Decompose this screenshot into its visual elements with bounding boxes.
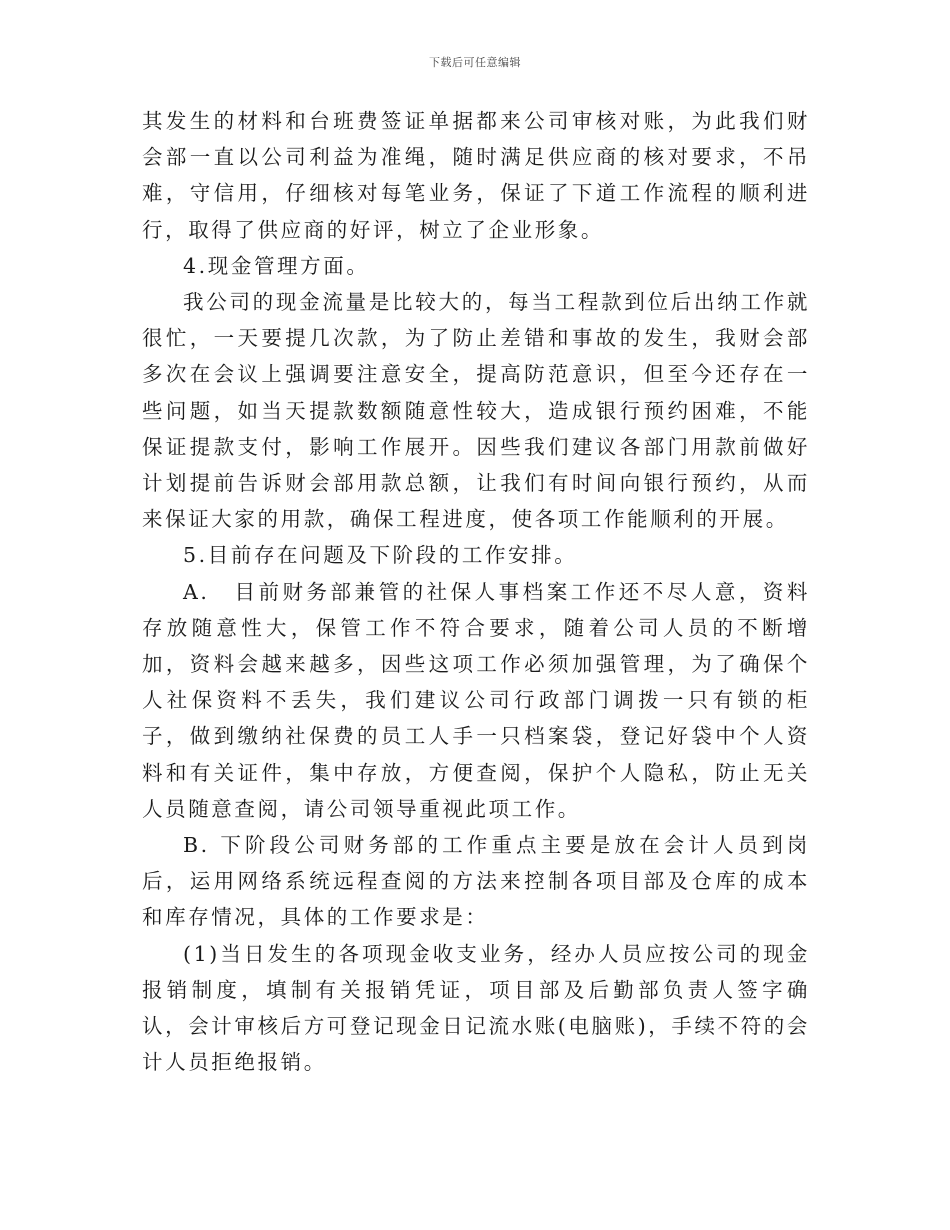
paragraph-cash-flow: 我公司的现金流量是比较大的，每当工程款到位后出纳工作就很忙，一天要提几次款，为了防止差错和事故的发生，我财会部多次在会议上强调要注意安全，提高防范意识，但至今还存在一些问题，如当天提款数额随意性较大，造成银行预约困难，不能保证提款支付，影响工作展开。因些我们建议各部门用款前做好计划提前告诉财会部用款总额，让我们有时间向银行预约，从而来保证大家的用款，确保工程进度，使各项工作能顺利的开展。 xyxy=(142,290,810,532)
heading-current-issues: 5.目前存在问题及下阶段的工作安排。 xyxy=(183,543,578,568)
paragraph-item-a: A. 目前财务部兼管的社保人事档案工作还不尽人意，资料存放随意性大，保管工作不符合要求，随着公司人员的不断增加，资料会越来越多，因些这项工作必须加强管理，为了确保个人社保资料不丢失，我们建议公司行政部门调拨一只有锁的柜子，做到缴纳社保费的员工人手一只档案袋，登记好袋中个人资料和有关证件，集中存放，方便查阅，保护个人隐私，防止无关人员随意查阅，请公司领导重视此项工作。 xyxy=(142,579,810,821)
paragraph-item-b: B. 下阶段公司财务部的工作重点主要是放在会计人员到岗后，运用网络系统远程查阅的方法来控制各项目部及仓库的成本和库存情况，具体的工作要求是： xyxy=(142,833,810,930)
page-header-note: 下载后可任意编辑 xyxy=(429,56,521,69)
document-body xyxy=(142,103,810,1080)
paragraph-supplier-reconciliation: 其发生的材料和台班费签证单据都来公司审核对账，为此我们财会部一直以公司利益为准绳，随时满足供应商的核对要求，不吊难，守信用，仔细核对每笔业务，保证了下道工作流程的顺利进行，取得了供应商的好评，树立了企业形象。 xyxy=(142,109,810,242)
heading-cash-management: 4.现金管理方面。 xyxy=(183,253,370,278)
paragraph-item-1: (1)当日发生的各项现金收支业务，经办人员应按公司的现金报销制度，填制有关报销凭证，项目部及后勤部负责人签字确认，会计审核后方可登记现金日记流水账(电脑账)，手续不符的会计人员拒绝报销。 xyxy=(142,941,810,1075)
